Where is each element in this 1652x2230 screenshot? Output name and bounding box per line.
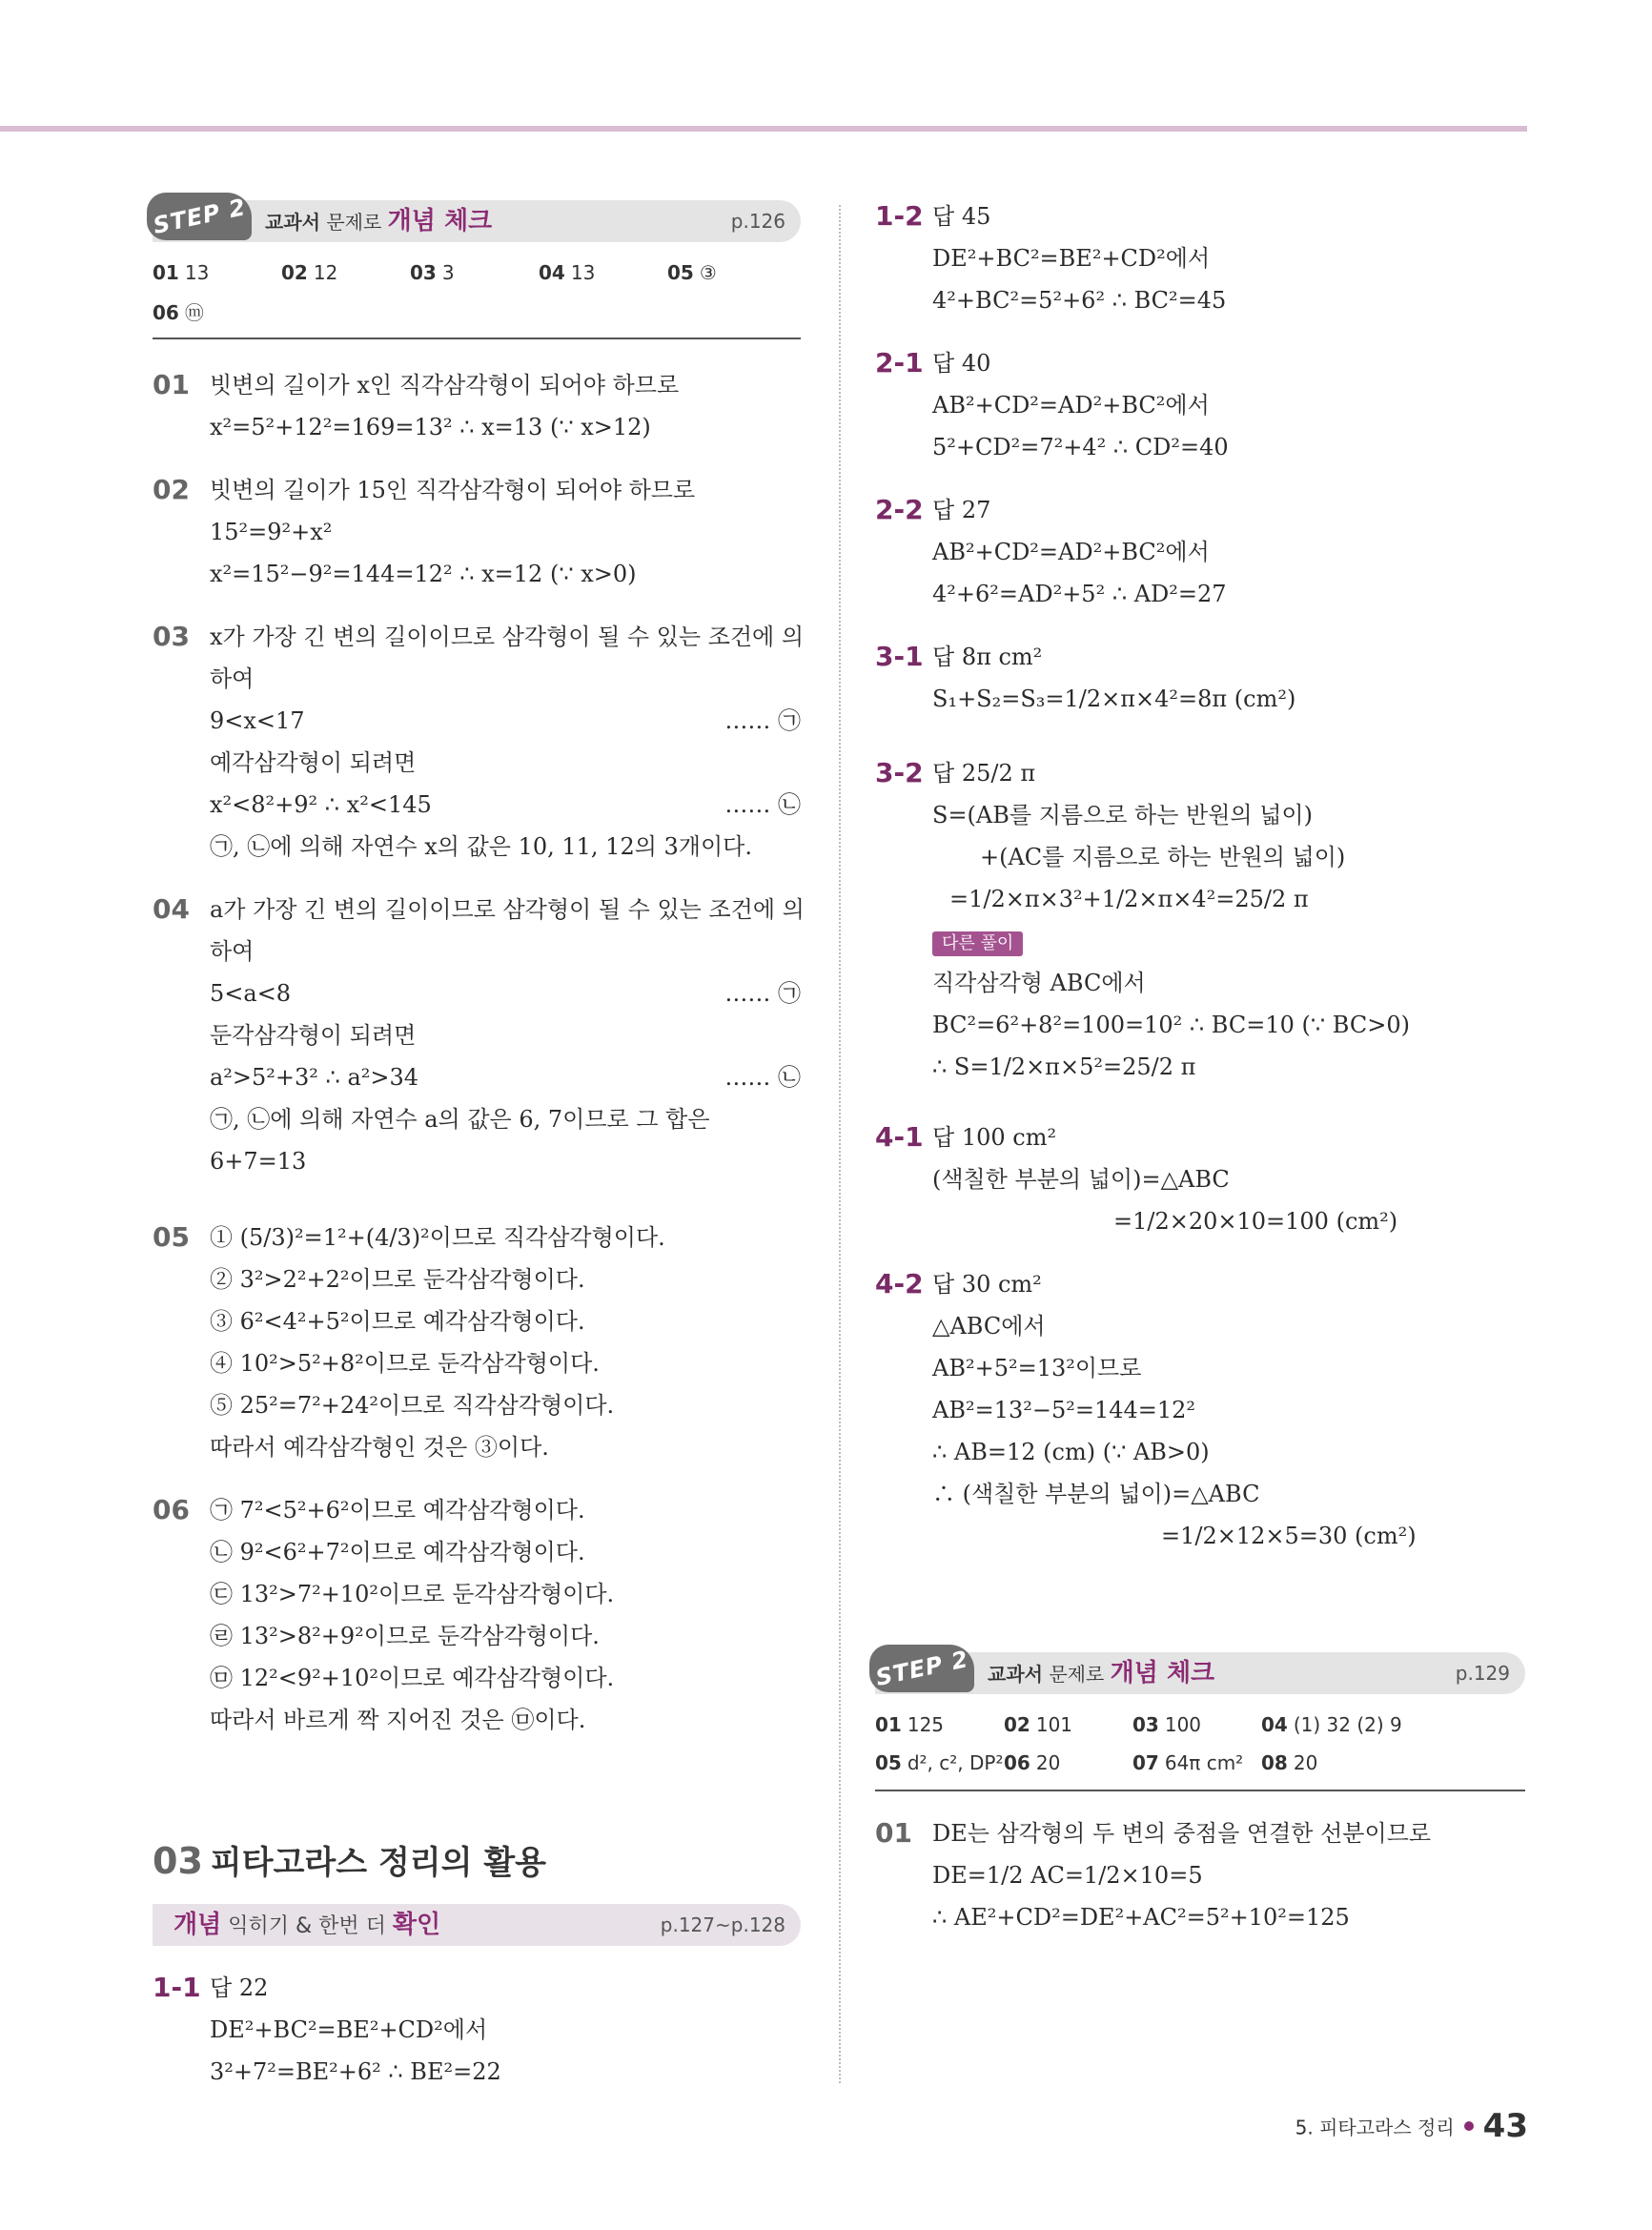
solution-line: x가 가장 긴 변의 길이이므로 삼각형이 될 수 있는 조건에 의 — [210, 624, 805, 650]
solution-4-1 — [875, 1116, 1525, 1242]
top-rule — [0, 126, 1527, 132]
problem-number: 2-2 — [875, 494, 924, 525]
solution-line: +(AC를 지름으로 하는 반원의 넓이) — [980, 844, 1346, 870]
solution-1-1 — [153, 1967, 801, 2093]
answer-item: 08 20 — [1261, 1751, 1318, 1774]
answer-line: 답 27 — [932, 497, 991, 523]
solution-line: ③ 6²<4²+5²이므로 예각삼각형이다. — [210, 1308, 585, 1335]
solution-line: =1/2×12×5=30 (cm²) — [1161, 1523, 1417, 1549]
solution-line: 둔각삼각형이 되려면 — [210, 1022, 417, 1049]
answer-item: 02 101 — [1004, 1713, 1073, 1736]
answer-row — [875, 1744, 1525, 1782]
solution-line: ㉢ 13²>7²+10²이므로 둔각삼각형이다. — [210, 1581, 615, 1607]
left-column — [150, 194, 805, 2093]
answer-key-2 — [875, 1706, 1525, 1791]
answer-row — [153, 254, 801, 292]
answer-item: 06 20 — [1004, 1751, 1061, 1774]
solution-line: =1/2×π×3²+1/2×π×4²=25/2 π — [949, 886, 1309, 912]
solution-line: ∴ S=1/2×π×5²=25/2 π — [932, 1054, 1196, 1080]
solution-line: 5²+CD²=7²+4² ∴ CD²=40 — [932, 434, 1229, 460]
solution-line: S=(AB를 지름으로 하는 반원의 넓이) — [932, 802, 1313, 829]
solution-line: 15²=9²+x² — [210, 519, 333, 545]
solution-line: DE²+BC²=BE²+CD²에서 — [932, 245, 1211, 272]
solution-line: 직각삼각형 ABC에서 — [932, 970, 1146, 996]
step-title: 교과서 문제로 개념 체크 — [265, 207, 493, 235]
problem-number: 4-1 — [875, 1121, 924, 1153]
answer-line: 답 8π cm² — [932, 644, 1043, 670]
solution-line: a²>5²+3² ∴ a²>34 …… ㉡ — [210, 1056, 801, 1098]
problem-number: 06 — [153, 1494, 190, 1525]
equation-marker: …… ㉡ — [724, 791, 801, 818]
answer-row — [153, 292, 801, 330]
solution-line: BC²=6²+8²=100=10² ∴ BC=10 (∵ BC>0) — [932, 1012, 1410, 1038]
other-solution-badge: 다른 풀이 — [932, 931, 1023, 956]
solution-line: ∴ AB=12 (cm) (∵ AB>0) — [932, 1439, 1210, 1465]
answer-item: 04 (1) 32 (2) 9 — [1261, 1713, 1402, 1736]
solution-line: 4²+BC²=5²+6² ∴ BC²=45 — [932, 287, 1227, 314]
solution-line: DE는 삼각형의 두 변의 중점을 연결한 선분이므로 — [932, 1820, 1432, 1847]
solution-05 — [153, 1217, 801, 1468]
answer-item: 05 d², c², DP² — [875, 1751, 1004, 1774]
solution-line: ㉠ 7²<5²+6²이므로 예각삼각형이다. — [210, 1497, 585, 1524]
solution-line: =1/2×20×10=100 (cm²) — [1113, 1208, 1398, 1235]
solution-q01 — [875, 1812, 1525, 1938]
solution-line: 따라서 예각삼각형인 것은 ③이다. — [210, 1434, 549, 1461]
answer-line: 답 45 — [932, 203, 991, 230]
answer-line: 답 22 — [210, 1974, 269, 2001]
problem-number: 02 — [153, 474, 190, 505]
problem-number: 05 — [153, 1221, 190, 1253]
answer-item: 03 3 — [410, 261, 455, 284]
answer-item: 06 ⓜ — [153, 300, 204, 324]
equation-marker: …… ㉡ — [724, 1064, 801, 1091]
problem-number: 01 — [153, 369, 190, 400]
solution-line: ㉣ 13²>8²+9²이므로 둔각삼각형이다. — [210, 1623, 600, 1649]
solution-line: 6+7=13 — [210, 1148, 307, 1175]
solution-06 — [153, 1489, 801, 1741]
answer-line: 답 30 cm² — [932, 1271, 1042, 1298]
footer-dot-icon — [1464, 2121, 1474, 2131]
problem-number: 1-2 — [875, 200, 924, 232]
solution-2-1 — [875, 342, 1525, 468]
solution-line: ② 3²>2²+2²이므로 둔각삼각형이다. — [210, 1266, 585, 1293]
solution-line: AB²+5²=13²이므로 — [932, 1355, 1142, 1381]
answer-item: 04 13 — [539, 261, 596, 284]
solution-3-1 — [875, 636, 1525, 720]
right-column — [872, 195, 1525, 1938]
solution-line: ④ 10²>5²+8²이므로 둔각삼각형이다. — [210, 1350, 600, 1377]
step-badge: STEP 2 — [147, 193, 252, 240]
answer-item: 05 ③ — [667, 261, 717, 284]
other-solution-label — [932, 920, 1525, 962]
solution-line: 하여 — [210, 938, 255, 965]
problem-number: 3-2 — [875, 757, 924, 788]
step2-header — [150, 194, 801, 242]
solution-line: AB²+CD²=AD²+BC²에서 — [932, 539, 1210, 565]
solution-2-2 — [875, 489, 1525, 615]
solution-line: AB²+CD²=AD²+BC²에서 — [932, 392, 1210, 419]
solution-line: 예각삼각형이 되려면 — [210, 749, 417, 776]
solution-line: 9<x<17 …… ㉠ — [210, 700, 801, 742]
equation-marker: …… ㉠ — [724, 707, 801, 734]
step-page-ref: p.126 — [730, 210, 785, 233]
problem-number: 3-1 — [875, 641, 924, 672]
solution-line: ∴ AE²+CD²=DE²+AC²=5²+10²=125 — [932, 1904, 1350, 1931]
solution-line: ㉠, ㉡에 의해 자연수 x의 값은 10, 11, 12의 3개이다. — [210, 833, 752, 860]
solution-3-2 — [875, 752, 1525, 1088]
solution-line: 빗변의 길이가 15인 직각삼각형이 되어야 하므로 — [210, 477, 696, 503]
answer-item: 07 64π cm² — [1132, 1751, 1244, 1774]
solution-line: x²<8²+9² ∴ x²<145 …… ㉡ — [210, 784, 801, 826]
chapter-label: 5. 피타고라스 정리 — [1295, 2116, 1455, 2139]
solution-line: 5<a<8 …… ㉠ — [210, 972, 801, 1014]
section-title: 03 피타고라스 정리의 활용 — [153, 1840, 547, 1882]
page-footer — [1295, 2107, 1528, 2145]
answer-line: 답 100 cm² — [932, 1124, 1057, 1151]
solution-line: AB²=13²−5²=144=12² — [932, 1397, 1196, 1423]
problem-number: 4-2 — [875, 1268, 924, 1299]
problem-number: 04 — [153, 893, 190, 925]
answer-row — [875, 1706, 1525, 1744]
answer-item: 02 12 — [281, 261, 338, 284]
solution-line: S₁+S₂=S₃=1/2×π×4²=8π (cm²) — [932, 685, 1296, 712]
solution-line: ㉠, ㉡에 의해 자연수 a의 값은 6, 7이므로 그 합은 — [210, 1106, 710, 1133]
solution-02 — [153, 469, 801, 595]
solution-03 — [153, 616, 805, 868]
solution-1-2 — [875, 195, 1525, 321]
step2-header-2 — [872, 1646, 1525, 1694]
solution-line: DE²+BC²=BE²+CD²에서 — [210, 2016, 488, 2043]
answer-line: 답 25/2 π — [932, 760, 1036, 787]
solution-line: 하여 — [210, 665, 255, 692]
solution-01 — [153, 364, 801, 448]
column-divider — [839, 205, 841, 2083]
concept-bar: 개념 익히기 & 한번 더 확인 p.127~p.128 — [153, 1904, 801, 1946]
solution-line: ∴ (색칠한 부분의 넓이)=△ABC — [932, 1481, 1260, 1507]
problem-number: 2-1 — [875, 347, 924, 378]
solution-line: x²=15²−9²=144=12² ∴ x=12 (∵ x>0) — [210, 561, 637, 587]
solution-line: 빗변의 길이가 x인 직각삼각형이 되어야 하므로 — [210, 372, 680, 399]
step-title: 교과서 문제로 개념 체크 — [988, 1659, 1215, 1688]
solution-04 — [153, 889, 805, 1182]
solution-line: x²=5²+12²=169=13² ∴ x=13 (∵ x>12) — [210, 414, 651, 440]
answer-key — [153, 254, 801, 339]
solution-line: DE=1/2 AC=1/2×10=5 — [932, 1862, 1203, 1889]
solution-4-2 — [875, 1263, 1525, 1557]
step-badge: STEP 2 — [869, 1645, 974, 1692]
page-number: 43 — [1482, 2107, 1528, 2145]
answer-item: 03 100 — [1132, 1713, 1202, 1736]
concept-page-ref: p.127~p.128 — [660, 1913, 785, 1936]
answer-item: 01 13 — [153, 261, 210, 284]
solution-line: ⑤ 25²=7²+24²이므로 직각삼각형이다. — [210, 1392, 615, 1419]
answer-line: 답 40 — [932, 350, 991, 377]
equation-marker: …… ㉠ — [724, 980, 801, 1007]
solution-line: ㉡ 9²<6²+7²이므로 예각삼각형이다. — [210, 1539, 585, 1565]
solution-line: (색칠한 부분의 넓이)=△ABC — [932, 1166, 1230, 1193]
solution-line: 따라서 바르게 짝 지어진 것은 ㉤이다. — [210, 1707, 586, 1733]
answer-item: 01 125 — [875, 1713, 945, 1736]
problem-number: 03 — [153, 621, 190, 652]
problem-number: 1-1 — [153, 1972, 201, 2003]
solution-line: a가 가장 긴 변의 길이이므로 삼각형이 될 수 있는 조건에 의 — [210, 896, 805, 923]
step-page-ref: p.129 — [1455, 1662, 1510, 1685]
solution-line: 4²+6²=AD²+5² ∴ AD²=27 — [932, 581, 1227, 607]
solution-line: 3²+7²=BE²+6² ∴ BE²=22 — [210, 2058, 501, 2085]
solution-line: △ABC에서 — [932, 1313, 1046, 1340]
solution-line: ㉤ 12²<9²+10²이므로 예각삼각형이다. — [210, 1665, 615, 1691]
problem-number: 01 — [875, 1817, 912, 1849]
solution-line: ① (5/3)²=1²+(4/3)²이므로 직각삼각형이다. — [210, 1224, 665, 1251]
